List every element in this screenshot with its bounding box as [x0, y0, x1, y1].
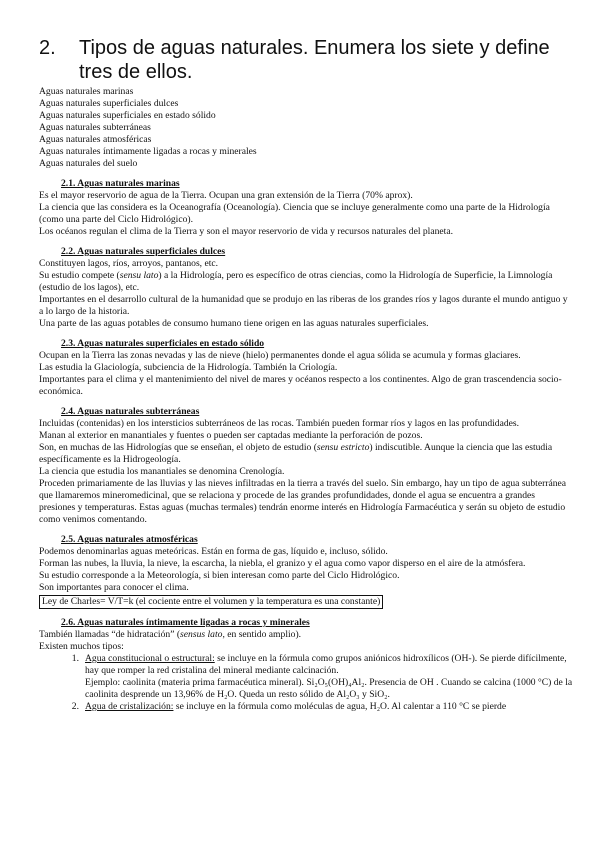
paragraph [39, 270, 573, 294]
paragraph: Constituyen lagos, ríos, arroyos, pantanos, etc. [39, 258, 219, 269]
heading-number: 2. [39, 37, 56, 59]
list-item: Aguas naturales superficiales en estado sólido [39, 110, 216, 121]
water-types-list [39, 653, 573, 713]
list-item [61, 701, 573, 713]
paragraph: Una parte de las aguas potables de consumo humano tiene origen en las aguas naturales superficiales. [39, 318, 429, 329]
italic-term: sensus lato [180, 629, 223, 640]
section-title-atmosfericas: 2.5. Aguas naturales atmosféricas [61, 534, 198, 545]
list-text: se incluye en la fórmula como grupos aniónicos hidroxílicos (OH-). Se pierde difícilmente, hay que romper la red cristalina del mineral mediante calcinación. [85, 653, 567, 676]
list-item: Aguas naturales del suelo [39, 158, 138, 169]
section-title-superficiales-dulces: 2.2. Aguas naturales superficiales dulces [61, 246, 226, 257]
paragraph: Ocupan en la Tierra las zonas nevadas y las de nieve (hielo) permanentes donde el agua sólida se acumula y formas glaciares. [39, 350, 521, 361]
paragraph: Los océanos regulan el clima de la Tierra y son el mayor reservorio de vida y recursos naturales del planeta. [39, 226, 453, 237]
text-run: , en sentido amplio). [222, 629, 302, 640]
paragraph: Es el mayor reservorio de agua de la Tierra. Ocupan una gran extensión de la Tierra (70% aprox). [39, 190, 413, 201]
italic-term: sensu lato [119, 270, 159, 281]
heading-text: Tipos de aguas naturales. Enumera los siete y define tres de ellos. [79, 37, 550, 83]
list-term: Agua de cristalización: [85, 701, 174, 712]
italic-term: sensu estricto [316, 442, 370, 453]
paragraph: Su estudio corresponde a la Meteorología, si bien interesan como parte del Ciclo Hidrológico. [39, 570, 400, 581]
paragraph: Importantes para el clima y el mantenimiento del nivel de mares y océanos respecto a los continentes. Algo de gran trascendencia socio-económica. [39, 374, 562, 397]
text-run: ) a la Hidrología, pero es específico de otras ciencias, como la Hidrología de Superficie, la Limnología (estudio de los lagos), etc. [39, 270, 553, 293]
text-run: ) indiscutible. Aunque la ciencia que las estudia específicamente es la Hidrogeología. [39, 442, 553, 465]
text-run: También llamadas “de hidratación” ( [39, 629, 181, 640]
section-title-rocas-minerales: 2.6. Aguas naturales íntimamente ligadas a rocas y minerales [61, 617, 310, 628]
section-title-subterraneas: 2.4. Aguas naturales subterráneas [61, 406, 200, 417]
text-run: Son, en muchas de las Hidrologías que se enseñan, el objeto de estudio ( [39, 442, 317, 453]
text-run: Su estudio compete ( [39, 270, 120, 281]
list-term: Agua constitucional o estructural: [85, 653, 215, 664]
charles-law-box: Ley de Charles= V/T=k (el cociente entre el volumen y la temperatura es una constante) [39, 595, 383, 609]
list-item: Aguas naturales íntimamente ligadas a rocas y minerales [39, 146, 257, 157]
paragraph [39, 629, 573, 641]
list-item [61, 653, 573, 701]
list-number: 1. [71, 653, 79, 664]
paragraph: Existen muchos tipos: [39, 641, 124, 652]
paragraph: La ciencia que las considera es la Oceanografía (Oceanología). Ciencia que se incluye generalmente como una parte de la Hidrología (como una parte del Ciclo Hidrológico). [39, 202, 550, 225]
list-example: Ejemplo: caolinita (materia prima farmacéutica mineral). Si₂O₅(OH)₄Al₂. Presencia de OH . Cuando se calcina (1000 °C) de la caolinita desprende un 13,96% de H₂O. Queda un resto sólido de Al₂O₃ y SiO₂. [85, 677, 573, 700]
list-item: Aguas naturales atmosféricas [39, 134, 152, 145]
paragraph: La ciencia que estudia los manantiales se denomina Crenología. [39, 466, 285, 477]
types-list [39, 86, 573, 170]
paragraph: Proceden primariamente de las lluvias y las nieves infiltradas en la tierra a través del suelo. Sin embargo, hay un tipo de agua subterránea que llamaremos mineromedicinal, que se relaciona y procede de las grandes profundidades, donde el agua se encuentra a grandes presiones y temperaturas. Estas aguas (muchas termales) tendrán enorme interés en Hidrología Farmacéutica y serán su objeto de estudio como venimos comentando. [39, 478, 567, 525]
paragraph: Importantes en el desarrollo cultural de la humanidad que se produjo en las riberas de los grandes ríos y lagos durante el mundo antiguo y a lo largo de la historia. [39, 294, 568, 317]
list-content [85, 653, 573, 701]
list-content [85, 701, 573, 713]
list-text: se incluye en la fórmula como moléculas de agua, H₂O. Al calentar a 110 °C se pierde [173, 701, 507, 712]
paragraph: Son importantes para conocer el clima. [39, 582, 189, 593]
list-item: Aguas naturales marinas [39, 86, 134, 97]
section-title-marinas: 2.1. Aguas naturales marinas [61, 178, 180, 189]
paragraph: Podemos denominarlas aguas meteóricas. Están en forma de gas, líquido e, incluso, sólido. [39, 546, 388, 557]
list-item: Aguas naturales superficiales dulces [39, 98, 179, 109]
list-number: 2. [71, 701, 79, 712]
section-title-estado-solido: 2.3. Aguas naturales superficiales en estado sólido [61, 338, 265, 349]
paragraph: Incluidas (contenidas) en los intersticios subterráneos de las rocas. También pueden formar ríos y lagos en las profundidades. [39, 418, 520, 429]
paragraph: Manan al exterior en manantiales y fuentes o pueden ser captadas mediante la perforación de pozos. [39, 430, 423, 441]
paragraph: Forman las nubes, la lluvia, la nieve, la escarcha, la niebla, el granizo y el agua como vapor disperso en el aire de la atmósfera. [39, 558, 526, 569]
paragraph: Las estudia la Glaciología, subciencia de la Hidrología. También la Criología. [39, 362, 338, 373]
paragraph [39, 442, 573, 466]
list-item: Aguas naturales subterráneas [39, 122, 151, 133]
page-heading [39, 36, 573, 84]
